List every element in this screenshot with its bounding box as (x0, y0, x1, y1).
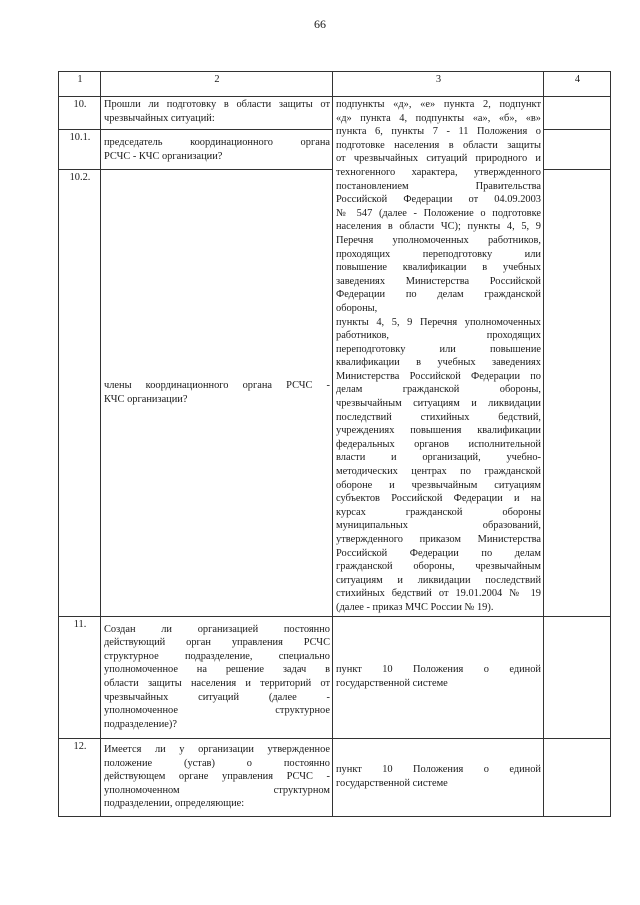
basis-line: квалификации в учебных заведениях (336, 357, 541, 369)
question-line: действующем органе управления РСЧС - (104, 771, 330, 783)
basis-line: подпункты «д», «е» пункта 2, подпункт (336, 99, 541, 110)
basis-line: государственной системе (336, 778, 448, 790)
basis-line: курсах гражданской обороны (336, 506, 541, 518)
question-line: Имеется ли у организации утвержденное (104, 744, 330, 756)
question-line: КЧС организации? (104, 393, 188, 405)
basis-line: гражданской обороны, чрезвычайным (336, 561, 541, 573)
notes-cell (544, 738, 611, 816)
question-line: уполномоченное на решение задач в (104, 664, 330, 676)
question-line: подразделение)? (104, 718, 177, 730)
basis-line: заведениях Министерства Российской (336, 275, 541, 287)
basis-line: переподготовку или повышение (336, 343, 541, 355)
question-line: действующий орган управления РСЧС (104, 637, 330, 649)
notes-cell (544, 130, 611, 170)
basis-line: (далее - приказ МЧС России № 19). (336, 601, 494, 613)
question-line: чрезвычайных ситуаций: (104, 112, 215, 124)
header-col-4: 4 (544, 72, 611, 97)
row-number: 10.2. (59, 170, 101, 617)
basis-line: учреждениях повышения квалификации (336, 425, 541, 437)
question-line: Создан ли организацией постоянно (104, 623, 330, 635)
basis-line: муниципальных образований, (336, 520, 541, 532)
header-col-1: 1 (59, 72, 101, 97)
question-cell (101, 170, 333, 617)
question-line: положение (устав) о постоянно (104, 757, 330, 769)
basis-line: методических центрах по гражданской (336, 466, 541, 478)
table-row (59, 97, 611, 130)
question-line: структурное подразделение, специально (104, 650, 330, 662)
row-number: 10. (59, 97, 101, 130)
basis-line: «д» пункта 4, подпункты «а», «б», «в» (336, 112, 541, 124)
question-line: подразделении, определяющие: (104, 798, 245, 810)
legal-basis-cell (333, 97, 544, 617)
basis-line: обороне и чрезвычайным ситуациям (336, 479, 541, 491)
row-number: 12. (59, 738, 101, 816)
notes-cell (544, 170, 611, 617)
question-cell (101, 738, 333, 816)
basis-line: постановлением Правительства (336, 180, 541, 192)
inspection-table (58, 71, 611, 817)
basis-line: ситуациям и ликвидации последствий (336, 574, 541, 586)
basis-line: подготовке населения в области защиты (336, 139, 541, 151)
basis-line: стихийных бедствий от 19.01.2004 № 19 (336, 588, 541, 600)
basis-line: власти и организаций, учебно- (336, 452, 541, 464)
question-line: чрезвычайных ситуаций (далее - (104, 691, 330, 703)
question-cell (101, 97, 333, 130)
question-cell (101, 616, 333, 738)
basis-line: Перечня уполномоченных работников, (336, 234, 541, 246)
notes-cell (544, 616, 611, 738)
basis-line: техногенного характера, утвержденного (336, 166, 541, 178)
legal-basis-cell (333, 616, 544, 738)
question-line: РСЧС - КЧС организации? (104, 150, 223, 162)
header-col-2: 2 (101, 72, 333, 97)
basis-line: Российской Федерации по делам (336, 547, 541, 559)
basis-line: проходящих переподготовку или (336, 248, 541, 260)
notes-cell (544, 97, 611, 130)
basis-line: государственной системе (336, 678, 448, 690)
basis-line: повышение квалификации в учебных (336, 262, 541, 274)
basis-line: чрезвычайным ситуациям и ликвидации (336, 398, 541, 410)
basis-line: работников, проходящих (336, 330, 541, 342)
basis-line: Министерства Российской Федерации по (336, 370, 541, 382)
basis-line: пункт 10 Положения о единой (336, 764, 541, 776)
question-line: Прошли ли подготовку в области защиты от (104, 99, 330, 110)
question-line: области защиты населения и территорий от (104, 678, 330, 690)
question-line: председатель координационного органа (104, 136, 330, 148)
basis-line: пункты 4, 5, 9 Перечня уполномоченных (336, 316, 541, 328)
table-row (59, 616, 611, 738)
question-line: уполномоченное структурное (104, 705, 330, 717)
page-number: 66 (314, 17, 326, 31)
question-line: члены координационного органа РСЧС - (104, 380, 330, 392)
basis-line: обороны, (336, 302, 378, 314)
legal-basis-cell (333, 738, 544, 816)
question-line: уполномоченном структурном (104, 784, 330, 796)
basis-line: населения в области ЧС); пункты 4, 5, 9 (336, 221, 541, 233)
basis-line: пункта 6, пункты 7 - 11 Положения о (336, 126, 541, 138)
basis-line: утвержденного приказом Министерства (336, 534, 541, 545)
basis-line: № 547 (далее - Положение о подготовке (336, 207, 541, 219)
basis-line: Российской Федерации от 04.09.2003 (336, 194, 541, 206)
header-col-3: 3 (333, 72, 544, 97)
row-number: 11. (59, 616, 101, 738)
basis-line: делам гражданской обороны, (336, 384, 541, 396)
basis-line: федеральных органов исполнительной (336, 438, 541, 450)
question-cell (101, 130, 333, 170)
table-row (59, 738, 611, 816)
row-number: 10.1. (59, 130, 101, 170)
table-header-row (59, 72, 611, 97)
basis-line: субъектов Российской Федерации и на (336, 493, 541, 505)
basis-line: последствий стихийных бедствий, (336, 411, 541, 423)
basis-line: пункт 10 Положения о единой (336, 664, 541, 676)
basis-line: Федерации по делам гражданской (336, 289, 541, 301)
basis-line: от чрезвычайных ситуаций природного и (336, 153, 541, 165)
